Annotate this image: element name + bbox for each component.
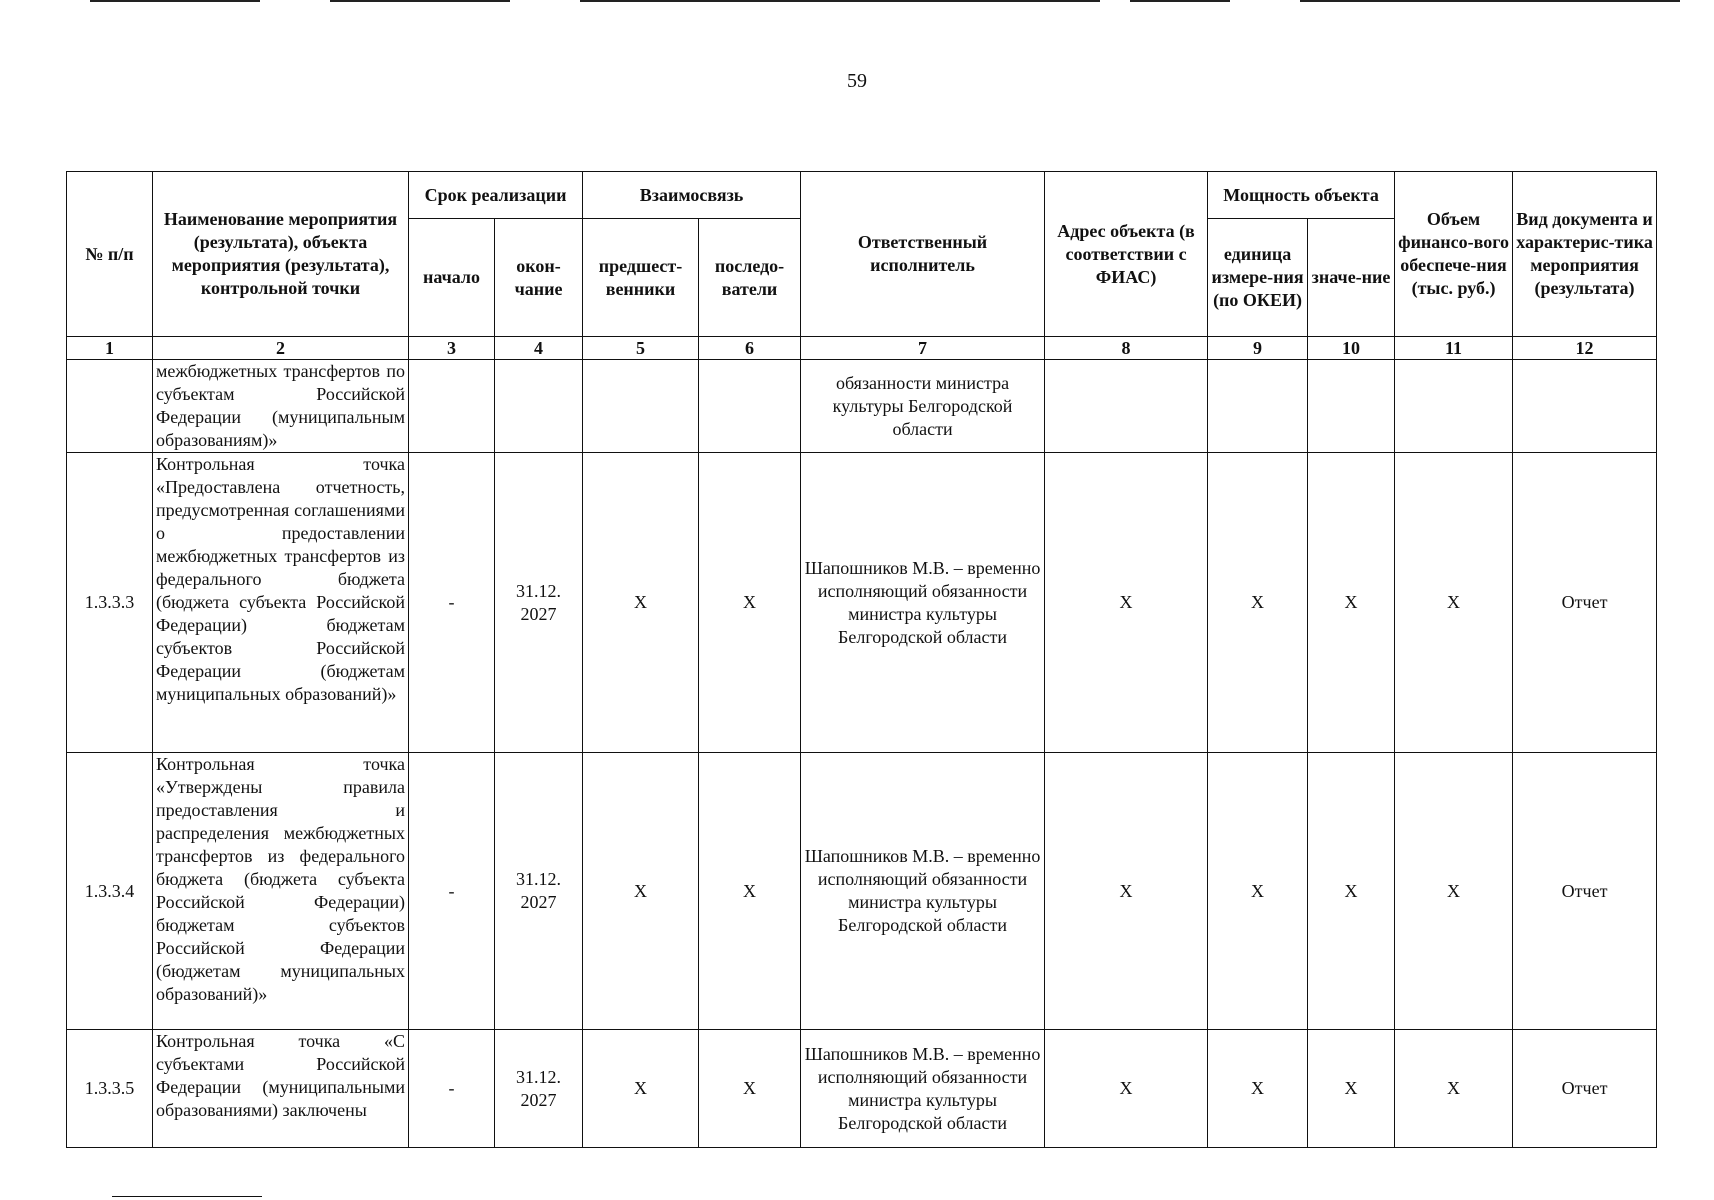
scan-top-rule [1130,0,1230,2]
scan-top-rule [330,0,510,2]
row-document: Отчет [1513,1030,1657,1148]
row-responsible: Шапошников М.В. – временно исполняющий обязанности министра культуры Белгородской области [801,1030,1045,1148]
table-row [67,753,1657,1030]
row-end [495,360,583,453]
row-next: X [699,753,801,1030]
row-name: Контрольная точка «Предоставлена отчетность, предусмотренная соглашениями о предоставлении межбюджетных трансфертов из федерального бюджета (бюджета субъекта Российской Федерации) бюджетам субъектов Российской Федерации (бюджетам муниципальных образований)» [153,453,409,753]
column-number: 1 [67,337,153,360]
row-document: Отчет [1513,453,1657,753]
header-next: последо-ватели [699,219,801,337]
column-number: 3 [409,337,495,360]
plan-table [66,171,1657,1148]
column-number: 11 [1395,337,1513,360]
row-value: X [1308,753,1395,1030]
row-prev: X [583,453,699,753]
row-start [409,360,495,453]
row-start: - [409,1030,495,1148]
column-number: 7 [801,337,1045,360]
header-end: окон-чание [495,219,583,337]
row-prev [583,360,699,453]
row-financing: X [1395,453,1513,753]
table-row [67,360,1657,453]
header-power: Мощность объекта [1208,172,1395,219]
row-next [699,360,801,453]
table-row [67,453,1657,753]
header-link: Взаимосвязь [583,172,801,219]
row-value: X [1308,1030,1395,1148]
row-unit: X [1208,1030,1308,1148]
row-name: Контрольная точка «С субъектами Российской Федерации (муниципальными образованиями) заключены [153,1030,409,1148]
row-next: X [699,1030,801,1148]
row-end: 31.12. 2027 [495,1030,583,1148]
row-unit: X [1208,753,1308,1030]
row-end: 31.12. 2027 [495,453,583,753]
row-prev: X [583,753,699,1030]
scan-top-rule [90,0,260,2]
column-number: 9 [1208,337,1308,360]
row-name: Контрольная точка «Утверждены правила предоставления и распределения межбюджетных трансфертов из федерального бюджета (бюджета субъекта Российской Федерации) бюджетам субъектов Российской Федерации (бюджетам муниципальных образований)» [153,753,409,1030]
row-num: 1.3.3.4 [67,753,153,1030]
row-end: 31.12. 2027 [495,753,583,1030]
column-number: 12 [1513,337,1657,360]
row-responsible: обязанности министра культуры Белгородской области [801,360,1045,453]
row-responsible: Шапошников М.В. – временно исполняющий обязанности министра культуры Белгородской области [801,453,1045,753]
row-num: 1.3.3.5 [67,1030,153,1148]
header-address: Адрес объекта (в соответствии с ФИАС) [1045,172,1208,337]
row-address: X [1045,453,1208,753]
row-next: X [699,453,801,753]
row-start: - [409,453,495,753]
column-number: 2 [153,337,409,360]
column-number: 8 [1045,337,1208,360]
row-financing [1395,360,1513,453]
row-financing: X [1395,1030,1513,1148]
page-number: 59 [847,70,867,92]
column-number: 6 [699,337,801,360]
header-value: значе-ние [1308,219,1395,337]
row-address [1045,360,1208,453]
row-value: X [1308,453,1395,753]
row-num: 1.3.3.3 [67,453,153,753]
row-responsible: Шапошников М.В. – временно исполняющий обязанности министра культуры Белгородской области [801,753,1045,1030]
row-document [1513,360,1657,453]
scan-top-rule [1300,0,1680,2]
row-name: межбюджетных трансфертов по субъектам Российской Федерации (муниципальным образованиям)» [153,360,409,453]
column-number: 4 [495,337,583,360]
row-value [1308,360,1395,453]
footnote-separator [112,1196,262,1197]
header-name: Наименование мероприятия (результата), объекта мероприятия (результата), контрольной точки [153,172,409,337]
row-financing: X [1395,753,1513,1030]
header-period: Срок реализации [409,172,583,219]
header-start: начало [409,219,495,337]
header-document: Вид документа и характерис-тика мероприятия (результата) [1513,172,1657,337]
row-unit: X [1208,453,1308,753]
row-address: X [1045,1030,1208,1148]
row-num [67,360,153,453]
row-prev: X [583,1030,699,1148]
column-number: 5 [583,337,699,360]
row-address: X [1045,753,1208,1030]
column-number: 10 [1308,337,1395,360]
table-row [67,1030,1657,1148]
row-start: - [409,753,495,1030]
header-prev: предшест-венники [583,219,699,337]
row-unit [1208,360,1308,453]
header-responsible: Ответственный исполнитель [801,172,1045,337]
header-num: № п/п [67,172,153,337]
header-unit: единица измере-ния (по ОКЕИ) [1208,219,1308,337]
scan-top-rule [580,0,1100,2]
row-document: Отчет [1513,753,1657,1030]
header-financing: Объем финансо-вого обеспече-ния (тыс. руб.) [1395,172,1513,337]
